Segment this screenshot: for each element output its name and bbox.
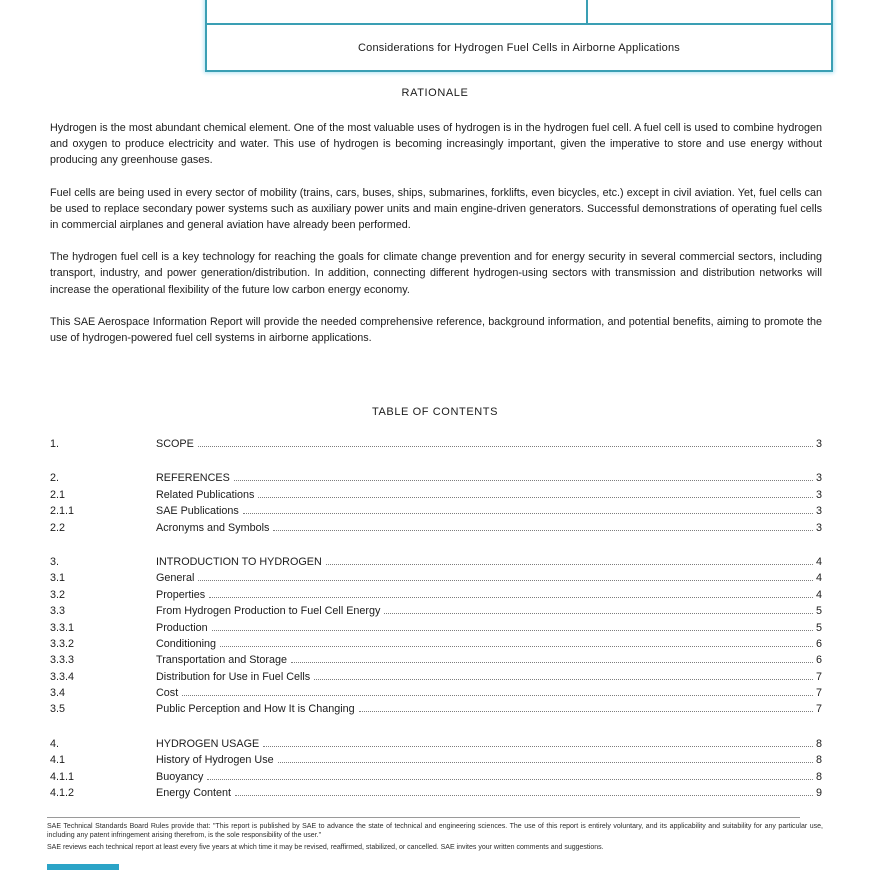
toc-dotted-leader xyxy=(263,746,813,747)
toc-entry-label: SCOPE xyxy=(156,438,194,450)
toc-dotted-leader xyxy=(326,564,813,565)
toc-entry-number: 4. xyxy=(50,737,60,750)
toc-entry xyxy=(50,472,822,488)
header-top-row xyxy=(207,0,831,25)
toc-entry-label: Transportation and Storage xyxy=(156,654,288,667)
toc-entry-label: Distribution for Use in Fuel Cells xyxy=(156,670,311,683)
toc-entry-label: Energy Content xyxy=(156,787,232,800)
toc-dotted-leader xyxy=(291,662,813,663)
rationale-paragraph: Hydrogen is the most abundant chemical element. One of the most valuable uses of hydrogen is in the hydrogen fuel cell. A fuel cell is used to combine hydrogen and oxygen to produce electricity and water. This use of hydrogen is becoming increasingly important, given the imperative to store and use energy without producing any greenhouse gases. xyxy=(50,122,822,167)
toc-entry-page: 8 xyxy=(815,737,822,750)
toc-entry-label: Public Perception and How It is Changing xyxy=(156,703,355,716)
toc-entry-label: Properties xyxy=(156,588,206,601)
toc-dotted-leader xyxy=(234,480,813,481)
toc-entry xyxy=(50,605,822,621)
toc-dotted-leader xyxy=(273,530,813,531)
toc-dotted-leader xyxy=(278,762,813,763)
toc-entry-number: 3.3 xyxy=(50,605,66,618)
toc-entry-page: 5 xyxy=(815,621,822,634)
footer-cyan-bar-fragment xyxy=(47,864,119,870)
toc-entry-page: 3 xyxy=(815,472,822,485)
toc-entry xyxy=(50,438,822,454)
header-cell-left xyxy=(207,0,588,23)
toc-entry-number: 2. xyxy=(50,472,60,485)
toc-entry-label: Acronyms and Symbols xyxy=(156,521,270,534)
toc-entry-label: General xyxy=(156,572,195,585)
toc-entry-number: 3.4 xyxy=(50,687,66,700)
toc-dotted-leader xyxy=(384,613,813,614)
toc-dotted-leader xyxy=(220,646,813,647)
toc-entry-label: REFERENCES xyxy=(156,472,230,485)
toc-entry xyxy=(50,556,822,572)
toc-entry-label: Cost xyxy=(156,687,179,700)
toc-entry xyxy=(50,771,822,787)
toc-dotted-leader xyxy=(198,446,813,447)
toc-entry-label: Production xyxy=(156,621,208,634)
table-of-contents xyxy=(50,438,822,803)
toc-entry-number: 3.3.1 xyxy=(50,621,75,634)
toc-dotted-leader xyxy=(314,679,813,680)
toc-dotted-leader xyxy=(182,695,813,696)
toc-entry-page: 6 xyxy=(815,654,822,667)
document-title: Considerations for Hydrogen Fuel Cells in Airborne Applications xyxy=(358,41,680,54)
rationale-paragraph: The hydrogen fuel cell is a key technology for reaching the goals for climate change prevention and for energy security in several commercial sectors, including transport, industry, and power generation/distribution. In addition, connecting different hydrogen-using sectors with transmission and distribution networks will increase the operational flexibility of the future low carbon energy economy. xyxy=(50,251,822,296)
rationale-section xyxy=(50,120,822,362)
rationale-heading: RATIONALE xyxy=(401,87,469,99)
toc-entry-page: 8 xyxy=(815,770,822,783)
toc-entry xyxy=(50,505,822,521)
toc-entry-page: 3 xyxy=(815,438,822,450)
toc-entry-page: 9 xyxy=(815,787,822,800)
toc-entry-number: 2.1 xyxy=(50,488,66,501)
toc-entry-page: 7 xyxy=(815,670,822,683)
toc-entry-number: 3.3.2 xyxy=(50,637,75,650)
toc-entry xyxy=(50,572,822,588)
toc-entry xyxy=(50,687,822,703)
footer-notices xyxy=(47,823,823,856)
toc-entry-label: Related Publications xyxy=(156,488,255,501)
toc-dotted-leader xyxy=(359,711,813,712)
toc-entry-number: 4.1 xyxy=(50,754,66,767)
footer-notice-1: SAE Technical Standards Board Rules provide that: "This report is published by SAE to advance the state of technical and engineering sciences. The use of this report is entirely voluntary, and its applicability and suitability for any particular use, including any patent infringement arising therefrom, is the sole responsibility of the user." xyxy=(47,823,823,839)
toc-dotted-leader xyxy=(243,513,813,514)
toc-entry xyxy=(50,489,822,505)
toc-entry-page: 7 xyxy=(815,703,822,716)
toc-dotted-leader xyxy=(258,497,813,498)
toc-entry xyxy=(50,654,822,670)
toc-dotted-leader xyxy=(235,795,813,796)
toc-dotted-leader xyxy=(207,779,813,780)
toc-entry-number: 3.3.4 xyxy=(50,670,75,683)
toc-entry-number: 3. xyxy=(50,555,60,568)
toc-entry xyxy=(50,522,822,538)
header-cell-right xyxy=(588,0,831,23)
toc-entry-number: 3.3.3 xyxy=(50,654,75,667)
toc-entry-page: 4 xyxy=(815,588,822,601)
toc-entry xyxy=(50,738,822,754)
toc-entry-label: INTRODUCTION TO HYDROGEN xyxy=(156,555,322,568)
toc-entry-label: Buoyancy xyxy=(156,770,204,783)
toc-entry-page: 8 xyxy=(815,754,822,767)
toc-entry xyxy=(50,589,822,605)
toc-entry-page: 3 xyxy=(815,488,822,501)
toc-entry-number: 4.1.2 xyxy=(50,787,75,800)
header-table xyxy=(205,0,833,72)
toc-entry xyxy=(50,787,822,803)
toc-entry xyxy=(50,754,822,770)
toc-entry-number: 2.2 xyxy=(50,521,66,534)
toc-heading: TABLE OF CONTENTS xyxy=(371,406,499,418)
footer-divider xyxy=(47,817,800,818)
toc-entry-label: SAE Publications xyxy=(156,505,239,518)
rationale-paragraph: This SAE Aerospace Information Report will provide the needed comprehensive reference, background information, and potential benefits, aiming to promote the use of hydrogen-powered fuel cell systems in airborne applications. xyxy=(50,315,822,345)
toc-entry-label: From Hydrogen Production to Fuel Cell Energy xyxy=(156,605,381,618)
toc-dotted-leader xyxy=(198,580,813,581)
toc-entry-number: 2.1.1 xyxy=(50,505,75,518)
toc-entry-number: 1. xyxy=(50,438,60,450)
toc-entry-page: 3 xyxy=(815,505,822,518)
toc-entry-number: 3.2 xyxy=(50,588,66,601)
header-title-row xyxy=(207,25,831,70)
toc-entry-page: 5 xyxy=(815,605,822,618)
toc-entry-page: 4 xyxy=(815,572,822,585)
toc-entry-label: History of Hydrogen Use xyxy=(156,754,274,767)
toc-entry xyxy=(50,703,822,719)
toc-entry xyxy=(50,638,822,654)
toc-dotted-leader xyxy=(212,630,813,631)
toc-entry xyxy=(50,622,822,638)
toc-entry-page: 4 xyxy=(815,555,822,568)
toc-entry-number: 3.1 xyxy=(50,572,66,585)
footer-notice-2: SAE reviews each technical report at least every five years at which time it may be revised, reaffirmed, stabilized, or cancelled. SAE invites your written comments and suggestions. xyxy=(47,843,604,851)
toc-entry-page: 6 xyxy=(815,637,822,650)
toc-entry xyxy=(50,671,822,687)
toc-entry-number: 4.1.1 xyxy=(50,770,75,783)
toc-entry-page: 7 xyxy=(815,687,822,700)
toc-entry-page: 3 xyxy=(815,521,822,534)
toc-entry-label: Conditioning xyxy=(156,637,217,650)
toc-entry-label: HYDROGEN USAGE xyxy=(156,737,260,750)
toc-dotted-leader xyxy=(209,597,813,598)
rationale-paragraph: Fuel cells are being used in every sector of mobility (trains, cars, buses, ships, submarines, forklifts, even bicycles, etc.) except in civil aviation. Yet, fuel cells can be used to replace secondary power systems such as auxiliary power units and main engine-driven generators. Successful demonstrations of operating fuel cells in commercial airplanes and general aviation have already been performed. xyxy=(50,186,822,232)
toc-entry-number: 3.5 xyxy=(50,703,66,716)
